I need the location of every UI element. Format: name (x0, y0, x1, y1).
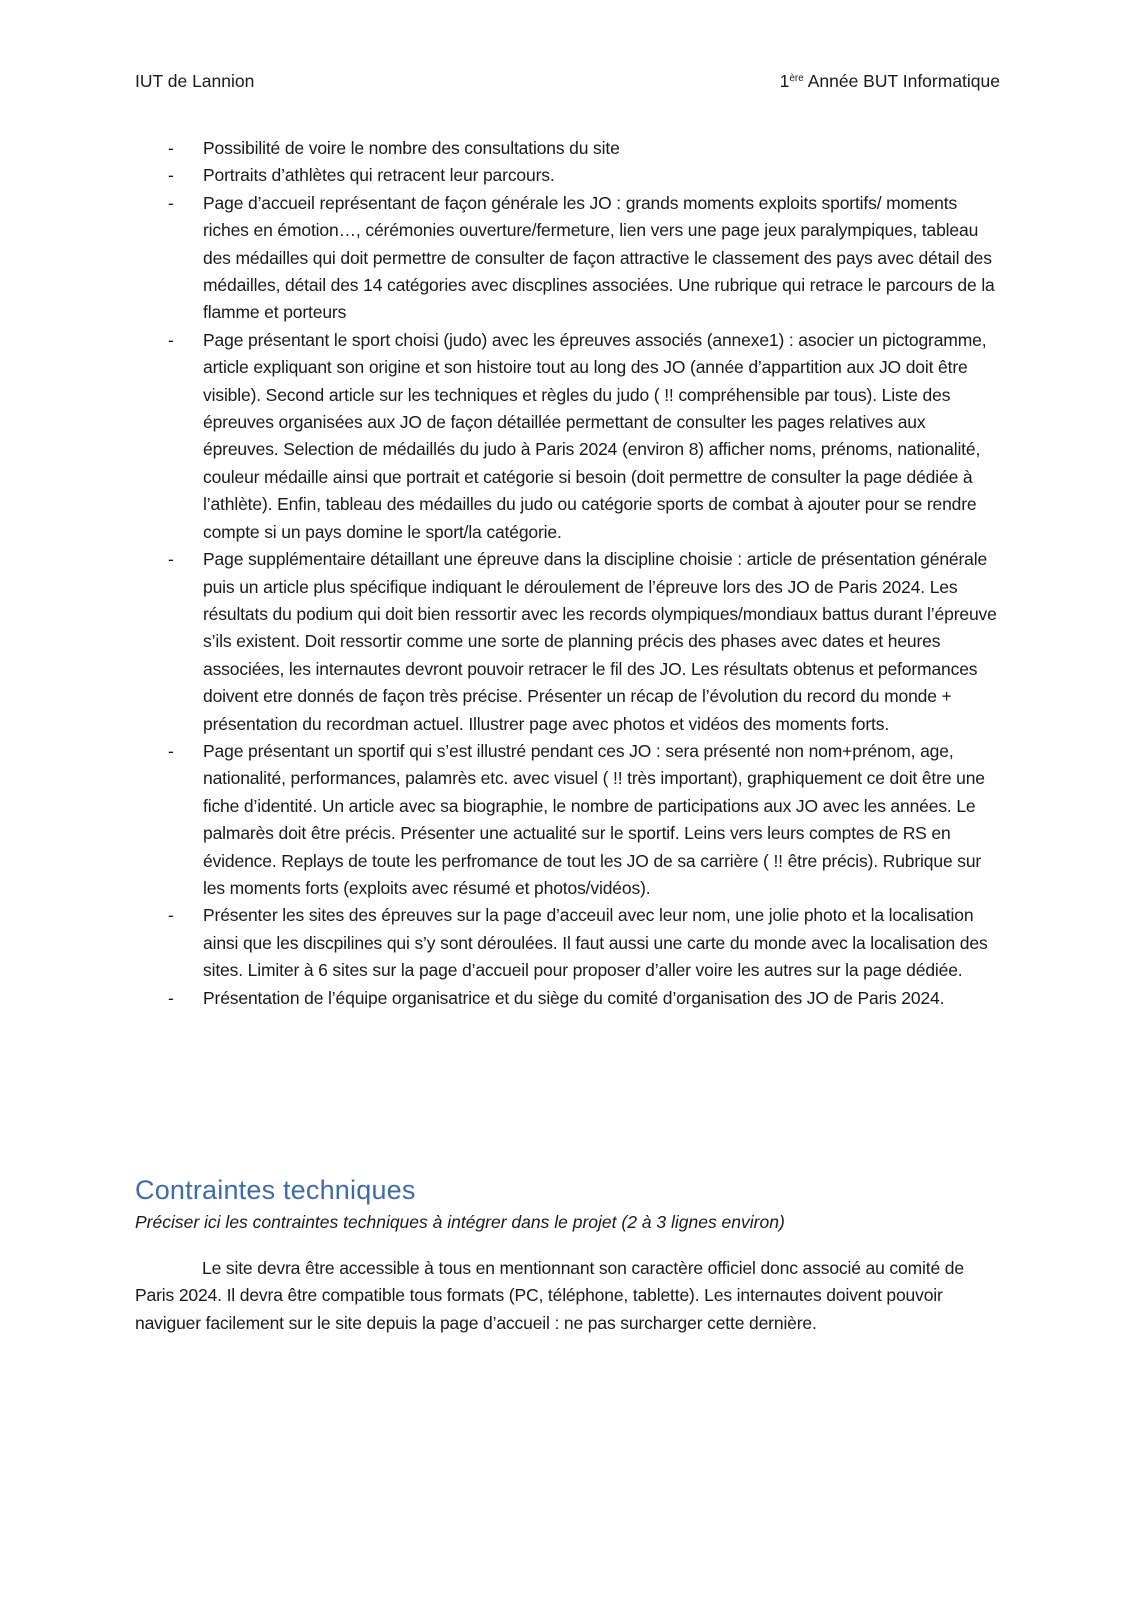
section-subtitle: Préciser ici les contraintes techniques à intégrer dans le projet (2 à 3 lignes environ) (135, 1212, 785, 1232)
bullet-dash: - (168, 165, 174, 186)
header-course-number: 1 (779, 71, 790, 91)
bullet-dash: - (168, 905, 174, 926)
bullet-dash: - (168, 329, 174, 350)
list-item (135, 985, 1001, 1012)
list-item-text: Présentation de l’équipe organisatrice et du siège du comité d’organisation des JO de Paris 2024. (203, 987, 945, 1008)
bullet-dash: - (168, 549, 174, 570)
header-course (780, 69, 1000, 93)
list-item-text: Page présentant un sportif qui s’est illustré pendant ces JO : sera présenté non nom+prénom, age, nationalité, performances, palamrès etc. avec visuel ( !! très important), graphiquement ce doit être une fiche d’identité. Un article avec sa biographie, le nombre de participations aux JO avec les années. Le palmarès doit être précis. Présenter une actualité sur le sportif. Leins vers leurs comptes de RS en évidence. Replays de toute les perfromance de tout les JO de sa carrière ( !! être précis). Rubrique sur les moments forts (exploits avec résumé et photos/vidéos). (203, 740, 985, 898)
list-item (135, 546, 1001, 738)
section-heading: Contraintes techniques (135, 1175, 416, 1205)
requirements-list (135, 135, 1001, 1012)
list-item-text: Possibilité de voire le nombre des consultations du site (203, 138, 620, 158)
list-item-text: Page d’accueil représentant de façon générale les JO : grands moments exploits sportifs/ moments riches en émotion…, cérémonies ouverture/fermeture, lien vers une page jeux paralympiques, tableau des médailles qui doit permettre de consulter de façon attractive le classement des pays avec détail des médailles, détail des 14 catégories avec discplines associées. Une rubrique qui retrace le parcours de la flamme et porteurs (203, 192, 995, 323)
list-item-text: Portraits d’athlètes qui retracent leur parcours. (203, 165, 555, 186)
header-course-label: Année BUT Informatique (803, 71, 1000, 91)
page-header (135, 69, 1000, 93)
header-institution: IUT de Lannion (135, 71, 255, 91)
bullet-dash: - (168, 192, 174, 213)
list-item (135, 327, 1001, 546)
list-item-text: Page présentant le sport choisi (judo) avec les épreuves associés (annexe1) : asocier un pictogramme, article expliquant son origine et son histoire tout au long des JO (année d’appartition aux JO doit être visible). Second article sur les techniques et règles du judo ( !! compréhensible par tous). Liste des épreuves organisées aux JO de façon détaillée permettant de consulter les pages relatives aux épreuves. Selection de médaillés du judo à Paris 2024 (environ 8) afficher noms, prénoms, nationalité, couleur médaille ainsi que portrait et catégorie si besoin (doit permettre de consulter la page dédiée à l’athlète). Enfin, tableau des médailles du judo ou catégorie sports de combat à ajouter pour se rendre compte si un pays domine le sport/la catégorie. (203, 329, 987, 542)
list-item-text: Présenter les sites des épreuves sur la page d’acceuil avec leur nom, une jolie photo et la localisation ainsi que les discpilines qui s’y sont déroulées. Il faut aussi une carte du monde avec la localisation des sites. Limiter à 6 sites sur la page d’accueil pour proposer d’aller voire les autres sur la page dédiée. (203, 905, 988, 981)
section-body: Le site devra être accessible à tous en mentionnant son caractère officiel donc associé au comité de Paris 2024. Il devra être compatible tous formats (PC, téléphone, tablette). Les internautes doivent pouvoir naviguer facilement sur le site depuis la page d’accueil : ne pas surcharger cette dernière. (135, 1258, 964, 1333)
bullet-dash: - (168, 138, 174, 158)
list-item-text: Page supplémentaire détaillant une épreuve dans la discipline choisie : article de présentation générale puis un article plus spécifique indiquant le déroulement de l’épreuve lors des JO de Paris 2024. Les résultats du podium qui doit bien ressortir avec les records olympiques/mondiaux battus durant l’épreuve s’ils existent. Doit ressortir comme une sorte de planning précis des phases avec dates et heures associées, les internautes devront pouvoir retracer le fil des JO. Les résultats obtenus et peformances doivent etre donnés de façon très précise. Présenter un récap de l’évolution du record du monde + présentation du recordman actuel. Illustrer page avec photos et vidéos des moments forts. (203, 549, 997, 734)
bullet-dash: - (168, 987, 174, 1008)
list-item (135, 902, 1001, 984)
header-course-ordinal: ère (789, 73, 804, 84)
bullet-dash: - (168, 740, 174, 761)
list-item (135, 135, 1001, 162)
list-item (135, 162, 1001, 189)
list-item (135, 190, 1001, 327)
list-item (135, 738, 1001, 902)
